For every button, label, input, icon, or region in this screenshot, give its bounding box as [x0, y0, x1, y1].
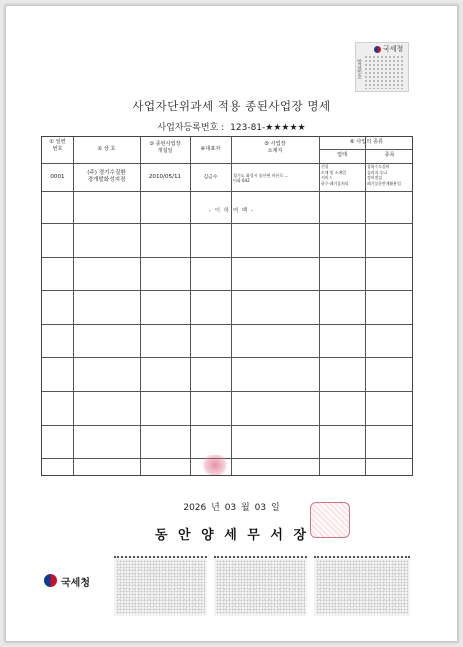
taegeuk-emblem-icon	[44, 574, 57, 587]
registration-number: 123-81-★★★★★	[230, 123, 306, 133]
taegeuk-emblem-icon	[374, 46, 381, 53]
security-pattern	[364, 55, 404, 89]
stamp-side-text: 발급번호	[356, 59, 362, 79]
registration-line	[0, 120, 463, 133]
issue-date	[0, 500, 463, 513]
issue-month: 03	[224, 503, 237, 513]
header-location: ⑤ 사업장 소재지	[264, 141, 286, 154]
header-item: 종목	[384, 152, 395, 158]
registration-label: 사업자등록번호 :	[157, 123, 225, 133]
security-pattern-block	[114, 556, 207, 616]
header-business-type: ⑥ 사업의 종류	[349, 139, 383, 145]
header-trade-name: ② 상 호	[97, 146, 116, 152]
blank-below-marker: - 이 하 여 백 -	[209, 208, 254, 214]
cell-trade-name: (주) 경기수질환 경개발화성지점	[87, 170, 126, 183]
header-representative: ④대표자	[200, 146, 221, 152]
issue-year-unit: 년	[211, 503, 220, 513]
cell-category: 건설 도매 및 소매업 서비스 하수·폐기물처리	[321, 164, 349, 186]
branch-table	[41, 136, 413, 476]
security-pattern-block	[214, 556, 307, 616]
official-seal	[310, 502, 350, 538]
header-serial: ① 일련 번호	[49, 139, 66, 152]
cell-serial: 0001	[50, 174, 65, 180]
issue-day-unit: 일	[270, 503, 280, 513]
issue-year: 2026	[183, 503, 207, 513]
cell-item: 상하수도설비 슬러지 오니 정비점검 폐기물운반재활용업	[367, 164, 401, 186]
issue-day: 03	[254, 503, 267, 513]
nts-logo-text: 국세청	[61, 578, 90, 589]
issuing-office: 동 안 양 세 무 서 장	[154, 528, 310, 543]
header-open-date: ③ 종된사업장 개설일	[149, 141, 181, 154]
cell-location: 경기도 화성시 송산면 마산로 ... 이화 642	[233, 173, 289, 183]
security-pattern-block	[314, 556, 410, 616]
issue-month-unit: 월	[241, 503, 250, 513]
cell-open-date: 2010/05/11	[148, 174, 182, 180]
issuance-stamp	[355, 42, 409, 92]
header-category: 업태	[336, 152, 348, 158]
document-title: 사업자단위과세 적용 종된사업장 명세	[132, 99, 331, 113]
stamp-label: 국세청	[383, 45, 404, 53]
red-seal-mark	[200, 455, 230, 475]
cell-representative: 김금수	[203, 175, 218, 180]
